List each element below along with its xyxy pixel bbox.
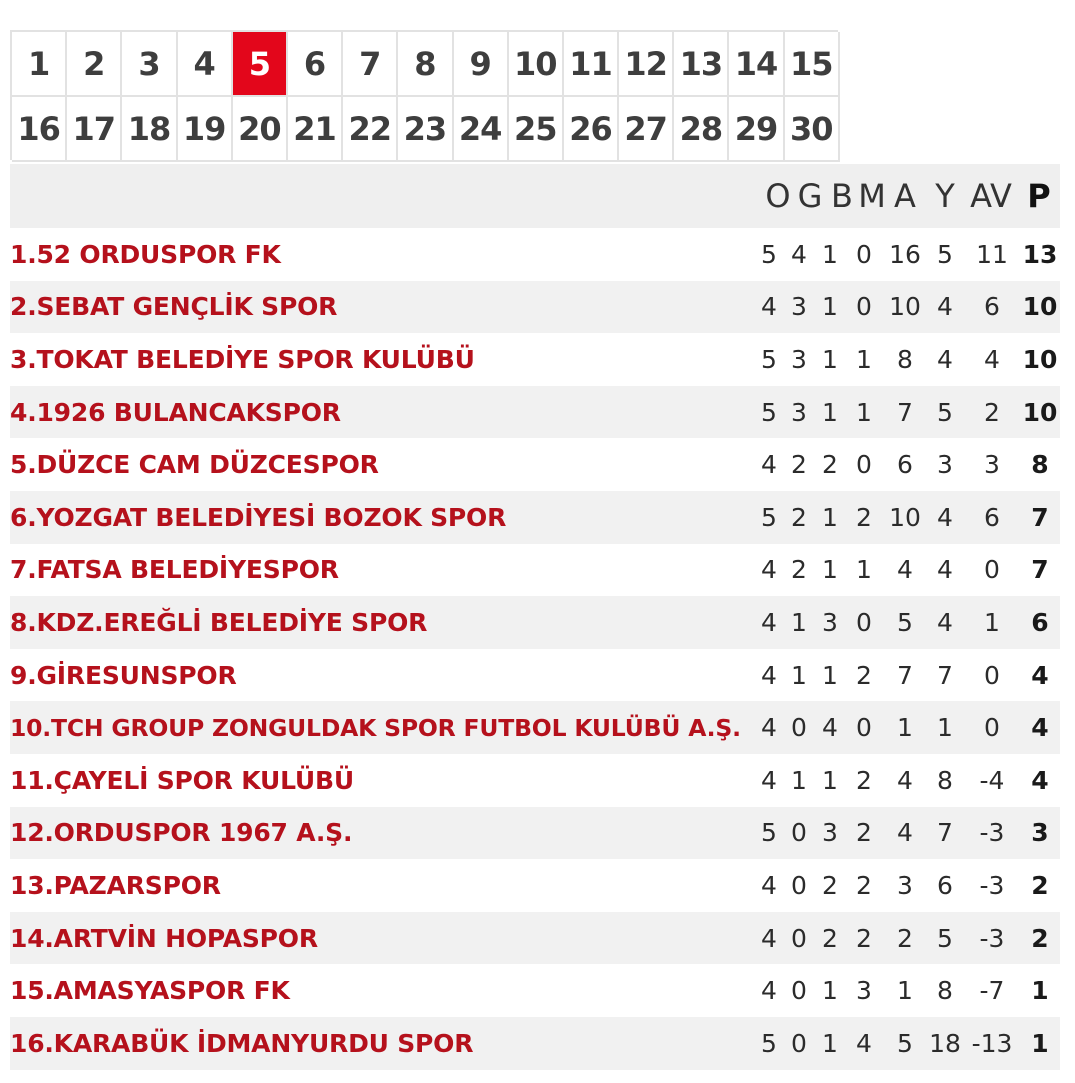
drawn-cell: 1 [822,976,838,1006]
drawn-cell: 1 [822,397,838,427]
played-cell: 4 [761,713,777,743]
points-cell: 4 [1031,713,1049,743]
goals-against-cell: 4 [937,344,953,374]
table-row [10,491,1060,544]
goal-difference-cell: 0 [984,555,1000,585]
goals-for-cell: 7 [897,660,913,690]
won-cell: 1 [791,607,807,637]
week-tab-13[interactable]: 13 [674,32,729,97]
points-cell: 4 [1031,660,1049,690]
team-name-link[interactable]: 6.YOZGAT BELEDİYESİ BOZOK SPOR [10,502,507,532]
points-cell: 6 [1031,607,1049,637]
played-cell: 4 [761,607,777,637]
goals-for-cell: 4 [897,555,913,585]
drawn-cell: 1 [822,555,838,585]
points-cell: 2 [1031,870,1049,900]
team-name-link[interactable]: 5.DÜZCE CAM DÜZCESPOR [10,450,379,480]
team-name-link[interactable]: 8.KDZ.EREĞLİ BELEDİYE SPOR [10,607,428,637]
team-name-link[interactable]: 4.1926 BULANCAKSPOR [10,397,341,427]
table-row [10,912,1060,965]
team-name-link[interactable]: 14.ARTVİN HOPASPOR [10,923,318,953]
goals-for-cell: 4 [897,818,913,848]
points-cell: 13 [1022,239,1058,269]
points-cell: 2 [1031,923,1049,953]
played-cell: 4 [761,870,777,900]
won-cell: 2 [791,502,807,532]
won-cell: 0 [791,870,807,900]
points-cell: 1 [1031,1028,1049,1058]
week-tab-18[interactable]: 18 [122,97,177,162]
won-cell: 1 [791,660,807,690]
played-cell: 5 [761,239,777,269]
lost-cell: 3 [856,976,872,1006]
team-name-link[interactable]: 1.52 ORDUSPOR FK [10,239,281,269]
goals-against-cell: 18 [929,1028,961,1058]
goals-for-cell: 1 [897,713,913,743]
week-tab-27[interactable]: 27 [619,97,674,162]
drawn-cell: 4 [822,713,838,743]
played-cell: 4 [761,765,777,795]
column-header-goals-against: Y [935,177,955,215]
goals-for-cell: 5 [897,607,913,637]
played-cell: 5 [761,1028,777,1058]
won-cell: 0 [791,713,807,743]
table-row [10,859,1060,912]
played-cell: 4 [761,555,777,585]
played-cell: 4 [761,976,777,1006]
goals-against-cell: 8 [937,765,953,795]
week-selector [10,30,838,160]
points-cell: 8 [1031,450,1049,480]
week-tab-3[interactable]: 3 [122,32,177,97]
table-row [10,596,1060,649]
week-tab-1[interactable]: 1 [12,32,67,97]
goals-against-cell: 5 [937,923,953,953]
week-tab-17[interactable]: 17 [67,97,122,162]
week-tab-7[interactable]: 7 [343,32,398,97]
goal-difference-cell: 2 [984,397,1000,427]
lost-cell: 0 [856,607,872,637]
table-row [10,754,1060,807]
won-cell: 0 [791,1028,807,1058]
week-tab-25[interactable]: 25 [509,97,564,162]
won-cell: 2 [791,555,807,585]
week-tab-6[interactable]: 6 [288,32,343,97]
week-tab-12[interactable]: 12 [619,32,674,97]
won-cell: 4 [791,239,807,269]
drawn-cell: 3 [822,818,838,848]
week-tab-22[interactable]: 22 [343,97,398,162]
week-tab-28[interactable]: 28 [674,97,729,162]
goals-against-cell: 4 [937,607,953,637]
played-cell: 5 [761,397,777,427]
team-name-link[interactable]: 3.TOKAT BELEDİYE SPOR KULÜBÜ [10,344,475,374]
team-name-link[interactable]: 12.ORDUSPOR 1967 A.Ş. [10,818,353,848]
column-header-won: G [797,177,823,215]
lost-cell: 1 [856,397,872,427]
points-cell: 10 [1022,397,1058,427]
won-cell: 1 [791,765,807,795]
goal-difference-cell: 6 [984,502,1000,532]
drawn-cell: 1 [822,1028,838,1058]
team-name-link[interactable]: 7.FATSA BELEDİYESPOR [10,555,339,585]
lost-cell: 0 [856,713,872,743]
won-cell: 2 [791,450,807,480]
team-name-link[interactable]: 9.GİRESUNSPOR [10,660,237,690]
table-row [10,701,1060,754]
drawn-cell: 1 [822,660,838,690]
week-tab-19[interactable]: 19 [178,97,233,162]
goal-difference-cell: 6 [984,292,1000,322]
goal-difference-cell: 0 [984,660,1000,690]
goals-against-cell: 4 [937,292,953,322]
column-header-lost: M [858,177,886,215]
points-cell: 10 [1022,344,1058,374]
week-tab-16[interactable]: 16 [12,97,67,162]
week-tab-23[interactable]: 23 [398,97,453,162]
table-row [10,964,1060,1017]
goals-for-cell: 7 [897,397,913,427]
week-tab-2[interactable]: 2 [67,32,122,97]
goals-against-cell: 3 [937,450,953,480]
table-row [10,1017,1060,1070]
lost-cell: 2 [856,765,872,795]
won-cell: 3 [791,397,807,427]
table-row [10,333,1060,386]
goal-difference-cell: -13 [971,1028,1013,1058]
lost-cell: 2 [856,923,872,953]
lost-cell: 1 [856,344,872,374]
goals-for-cell: 10 [889,502,921,532]
points-cell: 4 [1031,765,1049,795]
goal-difference-cell: -3 [979,818,1005,848]
week-tab-9[interactable]: 9 [454,32,509,97]
table-row [10,807,1060,860]
lost-cell: 4 [856,1028,872,1058]
won-cell: 0 [791,818,807,848]
column-header-drawn: B [831,177,853,215]
lost-cell: 1 [856,555,872,585]
table-row [10,544,1060,597]
goal-difference-cell: 11 [976,239,1008,269]
drawn-cell: 1 [822,502,838,532]
team-name-link[interactable]: 11.ÇAYELİ SPOR KULÜBÜ [10,765,354,795]
played-cell: 5 [761,502,777,532]
goal-difference-cell: 1 [984,607,1000,637]
goal-difference-cell: -3 [979,923,1005,953]
column-header-points: P [1027,177,1051,215]
drawn-cell: 2 [822,870,838,900]
week-tab-20[interactable]: 20 [233,97,288,162]
goals-against-cell: 7 [937,660,953,690]
week-tab-30[interactable]: 30 [785,97,840,162]
played-cell: 4 [761,450,777,480]
table-row [10,438,1060,491]
points-cell: 1 [1031,976,1049,1006]
drawn-cell: 2 [822,450,838,480]
played-cell: 5 [761,818,777,848]
goals-for-cell: 8 [897,344,913,374]
goals-against-cell: 7 [937,818,953,848]
week-tab-15[interactable]: 15 [785,32,840,97]
drawn-cell: 2 [822,923,838,953]
goals-against-cell: 8 [937,976,953,1006]
table-row [10,386,1060,439]
goal-difference-cell: 3 [984,450,1000,480]
goals-for-cell: 1 [897,976,913,1006]
goals-against-cell: 5 [937,239,953,269]
won-cell: 3 [791,344,807,374]
team-name-link[interactable]: 10.TCH GROUP ZONGULDAK SPOR FUTBOL KULÜBÜ A.Ş. [10,713,741,742]
table-body [10,228,1060,1070]
lost-cell: 2 [856,870,872,900]
week-tab-14[interactable]: 14 [729,32,784,97]
goals-against-cell: 4 [937,555,953,585]
drawn-cell: 1 [822,239,838,269]
goals-against-cell: 6 [937,870,953,900]
goals-for-cell: 6 [897,450,913,480]
week-tab-5[interactable]: 5 [233,32,288,97]
goals-for-cell: 3 [897,870,913,900]
column-header-goals-for: A [894,177,916,215]
goal-difference-cell: -4 [979,765,1005,795]
goals-against-cell: 1 [937,713,953,743]
played-cell: 4 [761,292,777,322]
goal-difference-cell: -3 [979,870,1005,900]
week-tab-4[interactable]: 4 [178,32,233,97]
team-name-link[interactable]: 15.AMASYASPOR FK [10,976,290,1006]
drawn-cell: 1 [822,765,838,795]
table-header [10,164,1060,228]
drawn-cell: 1 [822,292,838,322]
table-row [10,228,1060,281]
played-cell: 4 [761,923,777,953]
drawn-cell: 3 [822,607,838,637]
lost-cell: 2 [856,660,872,690]
table-row [10,649,1060,702]
team-name-link[interactable]: 2.SEBAT GENÇLİK SPOR [10,292,338,322]
week-tab-29[interactable]: 29 [729,97,784,162]
won-cell: 0 [791,976,807,1006]
column-header-goal-difference: AV [970,177,1012,215]
week-tab-10[interactable]: 10 [509,32,564,97]
goals-against-cell: 4 [937,502,953,532]
drawn-cell: 1 [822,344,838,374]
week-tab-11[interactable]: 11 [564,32,619,97]
week-tab-24[interactable]: 24 [454,97,509,162]
goals-for-cell: 2 [897,923,913,953]
points-cell: 7 [1031,502,1049,532]
lost-cell: 2 [856,818,872,848]
goals-for-cell: 10 [889,292,921,322]
team-name-link[interactable]: 13.PAZARSPOR [10,870,221,900]
points-cell: 3 [1031,818,1049,848]
lost-cell: 0 [856,292,872,322]
played-cell: 4 [761,660,777,690]
played-cell: 5 [761,344,777,374]
week-tab-8[interactable]: 8 [398,32,453,97]
goal-difference-cell: 4 [984,344,1000,374]
goals-for-cell: 16 [889,239,921,269]
team-name-link[interactable]: 16.KARABÜK İDMANYURDU SPOR [10,1028,474,1058]
goals-for-cell: 4 [897,765,913,795]
goal-difference-cell: -7 [979,976,1005,1006]
table-row [10,281,1060,334]
lost-cell: 0 [856,450,872,480]
won-cell: 0 [791,923,807,953]
week-tab-21[interactable]: 21 [288,97,343,162]
week-tab-26[interactable]: 26 [564,97,619,162]
goals-for-cell: 5 [897,1028,913,1058]
lost-cell: 0 [856,239,872,269]
column-header-played: O [765,177,791,215]
won-cell: 3 [791,292,807,322]
points-cell: 10 [1022,292,1058,322]
standings-table [10,164,1060,1070]
goals-against-cell: 5 [937,397,953,427]
points-cell: 7 [1031,555,1049,585]
goal-difference-cell: 0 [984,713,1000,743]
lost-cell: 2 [856,502,872,532]
